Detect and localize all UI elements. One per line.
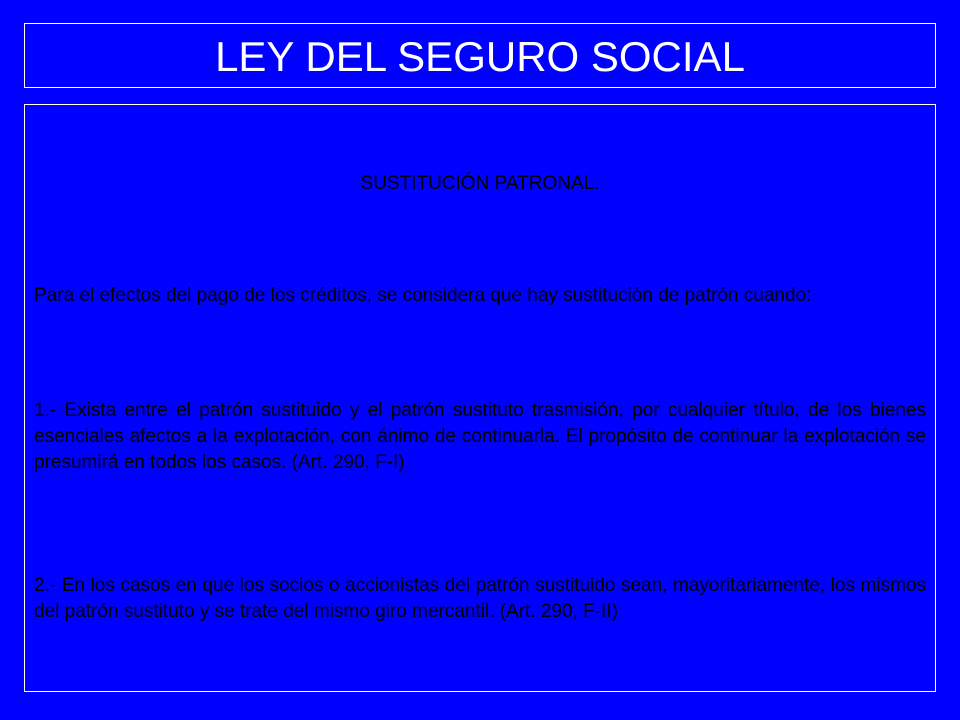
slide-title: LEY DEL SEGURO SOCIAL xyxy=(215,32,745,80)
title-box xyxy=(24,23,936,88)
section-heading: SUSTITUCIÓN PATRONAL. xyxy=(360,173,600,194)
intro-paragraph: Para el efectos del pago de los créditos, se considera que hay sustitución de patrón cuando: xyxy=(34,285,812,306)
list-item-2: 2.- En los casos en que los socios o accionistas del patrón sustituido sean, mayoritariamente, los mismos del patrón sustituto y se trate del mismo giro mercantil. (Art. 290, F-II) xyxy=(34,575,926,622)
content-box xyxy=(24,104,936,692)
list-item-1: 1.- Exista entre el patrón sustituido y el patrón sustituto trasmisión, por cualquier título, de los bienes esenciales afectos a la explotación, con ánimo de continuarla. El propósito de continuar la explotación se presumirá en todos los casos. (Art. 290, F-I) xyxy=(34,400,926,473)
